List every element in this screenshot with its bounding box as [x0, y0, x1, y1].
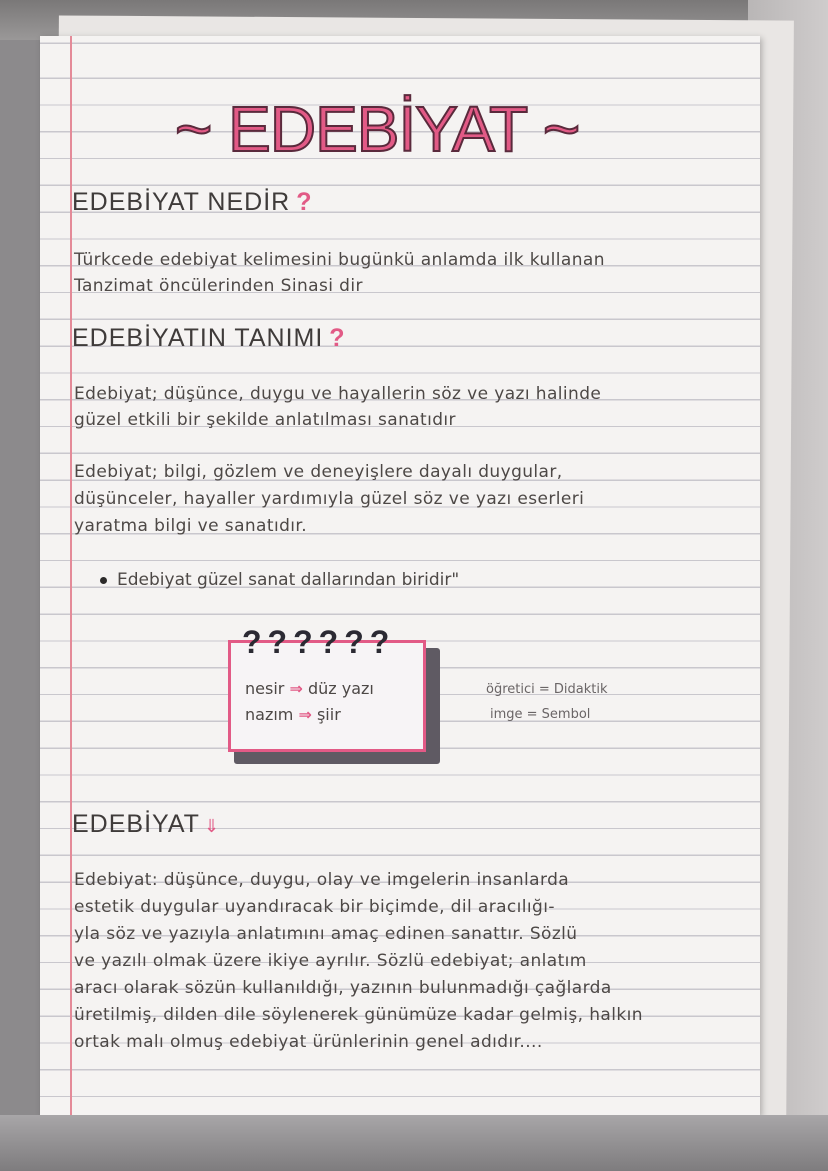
- section3-line-6: üretilmiş, dilden dile söylenerek günümüze kadar gelmiş, halkın: [74, 1005, 643, 1025]
- heading-text: EDEBİYAT: [72, 810, 200, 838]
- heading-edebiyatin-tanimi: [72, 324, 346, 353]
- notepad-meaning: düz yazı: [307, 679, 374, 698]
- notepad-term: nazım: [245, 705, 294, 724]
- section2b-line-2: düşünceler, hayaller yardımıyla güzel söz ve yazı eserleri: [74, 489, 585, 509]
- spiral-rings-icon: ??????: [242, 624, 396, 660]
- arrow-right-icon: ⇒: [298, 705, 312, 724]
- section3-line-1: Edebiyat: düşünce, duygu, olay ve imgelerin insanlarda: [74, 870, 570, 890]
- section3-line-3: yla söz ve yazıyla anlatımını amaç edinen sanattır. Sözlü: [74, 924, 578, 944]
- section3-line-2: estetik duygular uyandıracak bir biçimde, dil aracılığı-: [74, 897, 555, 917]
- section3-line-7: ortak malı olmuş edebiyat ürünlerinin genel adıdır....: [74, 1032, 543, 1052]
- section1-line-1: Türkcede edebiyat kelimesini bugünkü anlamda ilk kullanan: [74, 250, 605, 270]
- background-bottom: [0, 1115, 828, 1171]
- notepad-meaning: şiir: [316, 705, 341, 724]
- bullet-icon: [100, 577, 107, 584]
- question-mark-icon: ?: [296, 188, 313, 216]
- section2-line-1: Edebiyat; düşünce, duygu ve hayallerin söz ve yazı halinde: [74, 384, 602, 404]
- quote-text: Edebiyat güzel sanat dallarından biridir": [117, 570, 460, 590]
- section1-line-2: Tanzimat öncülerinden Sinasi dir: [74, 276, 363, 296]
- section2-line-2: güzel etkili bir şekilde anlatılması sanatıdır: [74, 410, 456, 430]
- section3-line-4: ve yazılı olmak üzere ikiye ayrılır. Sözlü edebiyat; anlatım: [74, 951, 587, 971]
- heading-edebiyat: [72, 810, 220, 839]
- notepad-drawing: [228, 624, 438, 762]
- question-mark-icon: ?: [329, 324, 346, 352]
- arrow-down-icon: ⇓: [203, 816, 221, 836]
- section2b-line-3: yaratma bilgi ve sanatıdır.: [74, 516, 308, 536]
- page-title: ~ EDEBİYAT ~: [175, 93, 580, 165]
- side-note-sembol: imge = Sembol: [490, 707, 591, 722]
- section2b-line-1: Edebiyat; bilgi, gözlem ve deneyişlere dayalı duygular,: [74, 462, 563, 482]
- arrow-right-icon: ⇒: [289, 679, 303, 698]
- notepad-row-nazim: [245, 705, 341, 724]
- side-note-didaktik: öğretici = Didaktik: [486, 682, 608, 697]
- heading-text: EDEBİYATIN TANIMI: [72, 324, 324, 352]
- notepad-term: nesir: [245, 679, 285, 698]
- heading-text: EDEBİYAT NEDİR: [72, 188, 291, 216]
- section3-line-5: aracı olarak sözün kullanıldığı, yazının bulunmadığı çağlarda: [74, 978, 612, 998]
- notepad-row-nesir: [245, 679, 374, 698]
- heading-edebiyat-nedir: [72, 188, 313, 217]
- quote-line: [100, 570, 459, 590]
